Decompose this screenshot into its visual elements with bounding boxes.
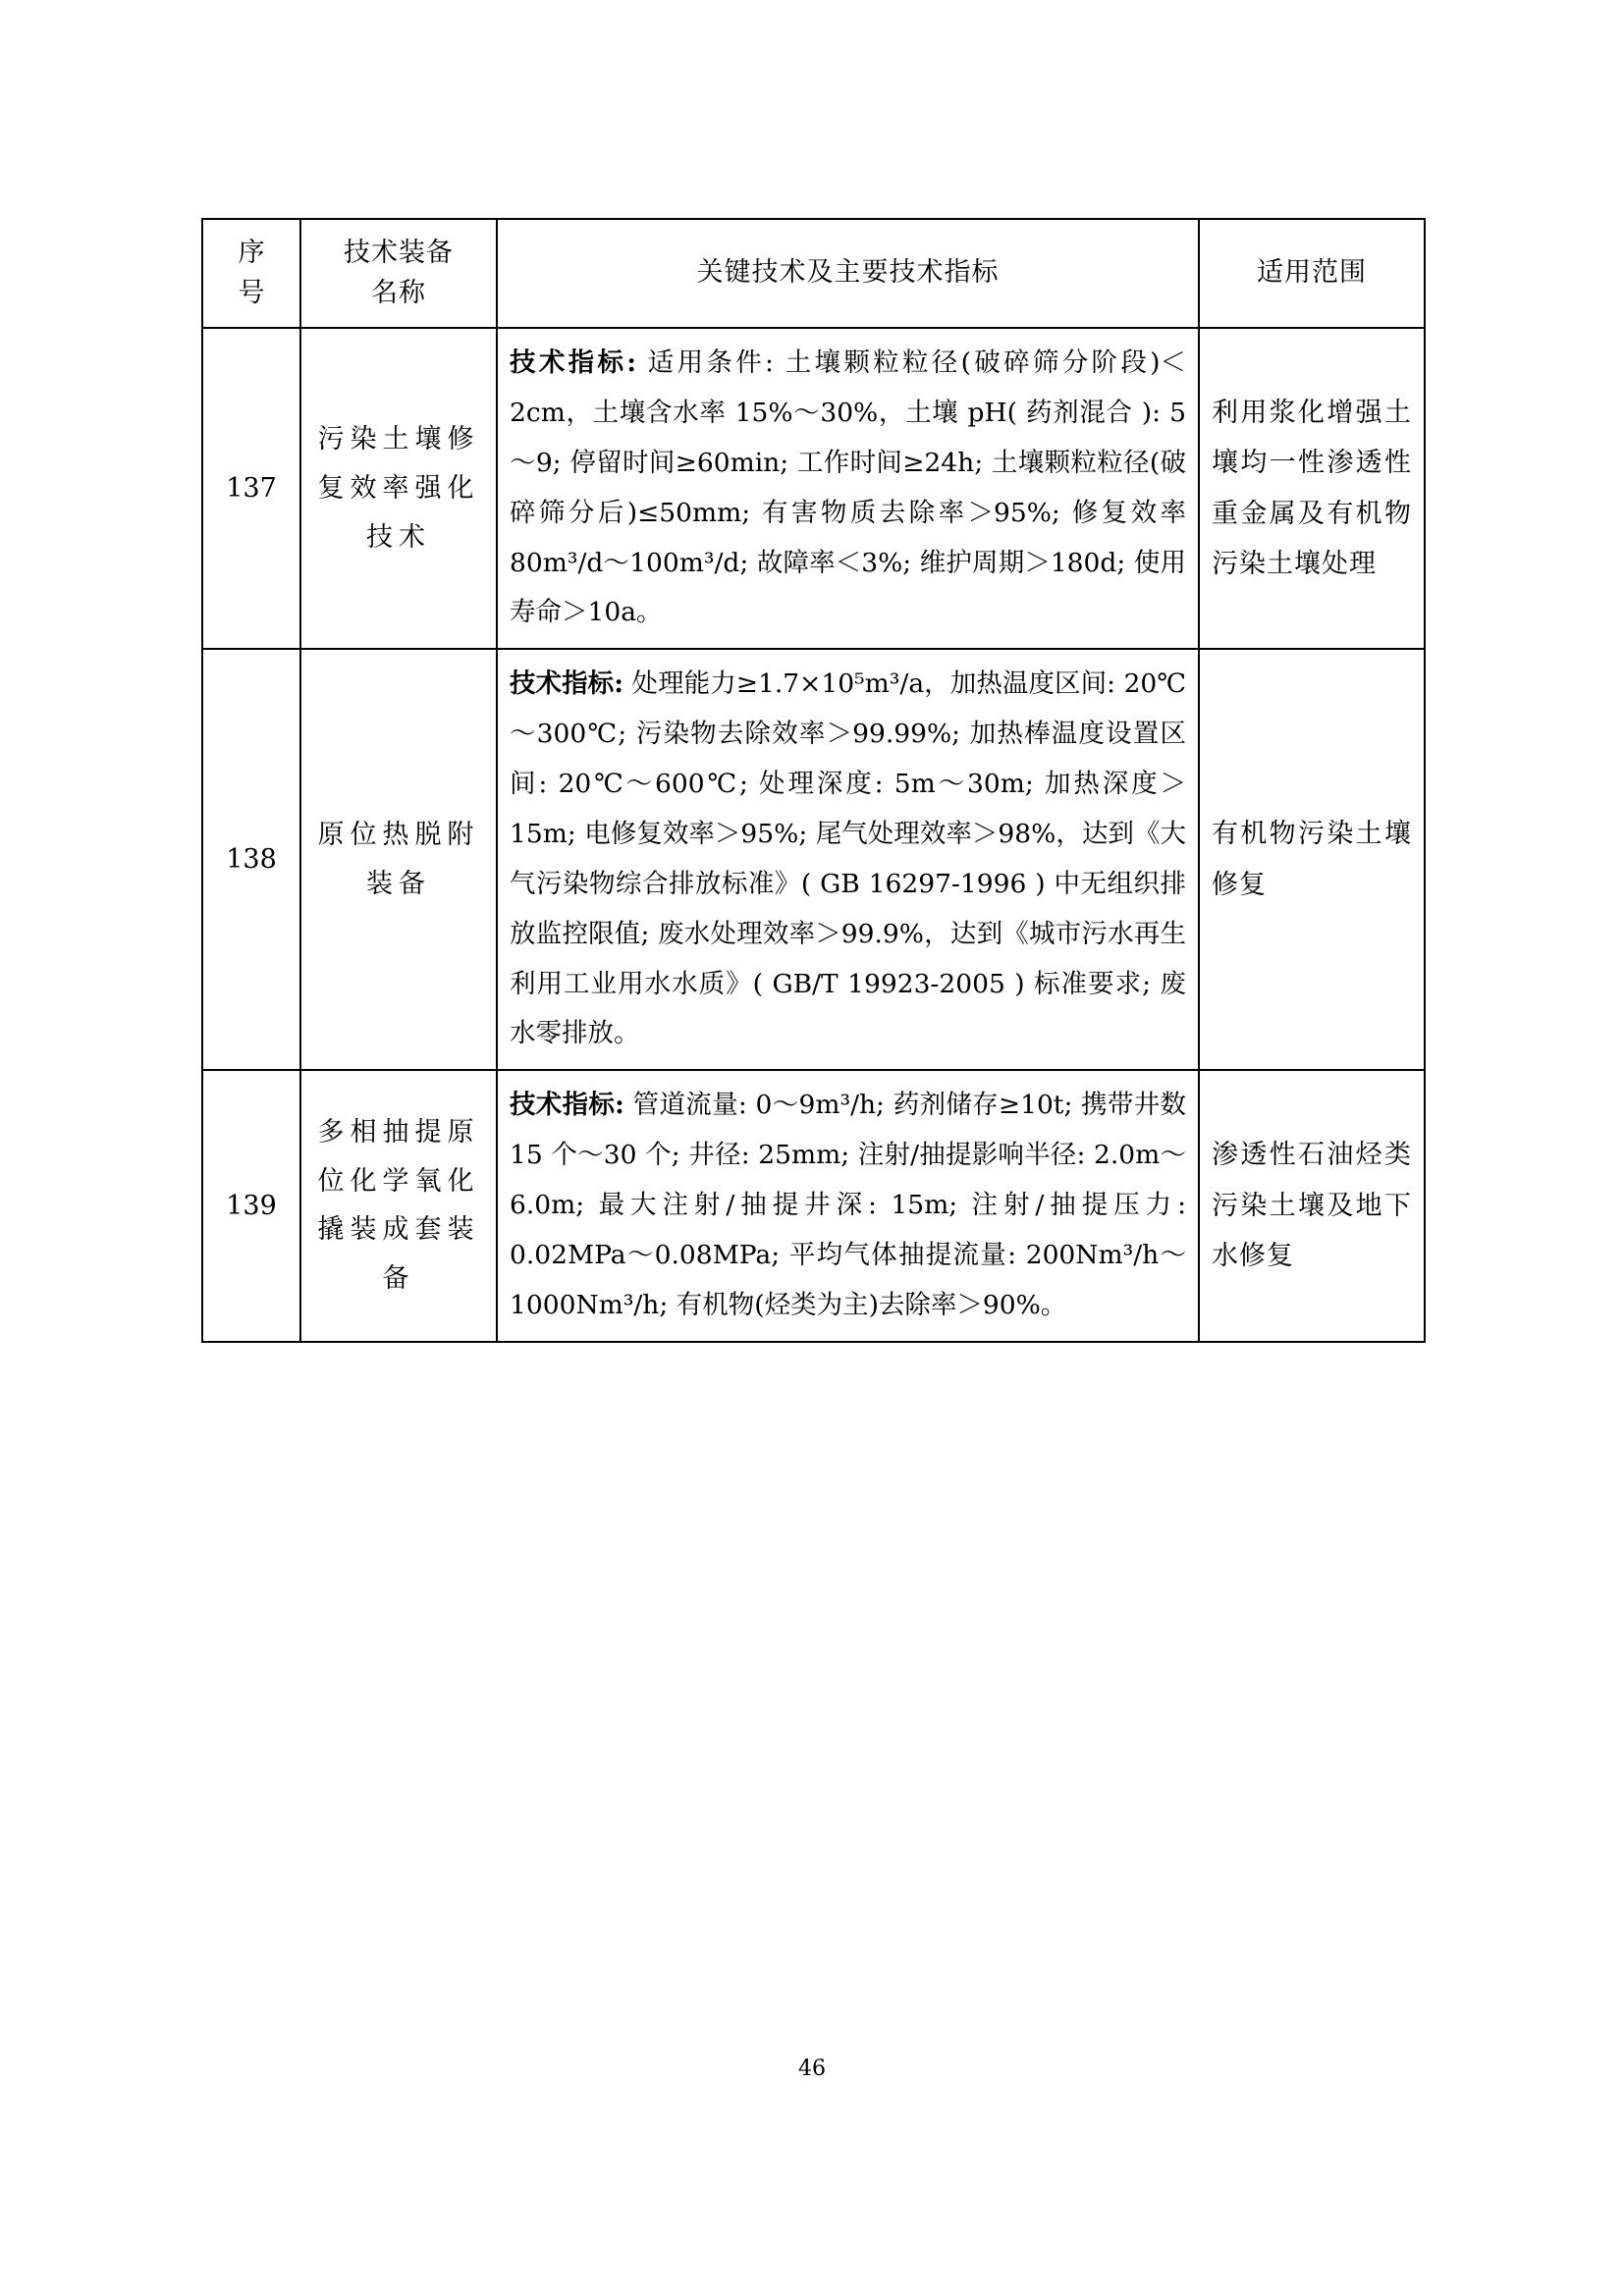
cell-equipment-name: 原位热脱附装备 [300,649,497,1070]
cell-key-technology [497,328,1199,649]
header-serial-number-line1: 序 [238,238,265,268]
tech-text: 处理能力≥1.7×10⁵m³/a，加热温度区间: 20℃～300℃; 污染物去除效率＞99.99%; 加热棒温度设置区间: 20℃～600℃; 处理深度: 5m～30m; 加热深度＞15m; 电修复效率＞95%; 尾气处理效率＞98%，达到《大气污染物综合排放标准》( GB 16297-1996 ) 中无组织排放监控限值; 废水处理效率＞99.9%，达到《城市污水再生利用工业用水水质》( GB/T 19923-2005 ) 标准要求; 废水零排放。 [510,668,1186,1049]
cell-serial-number: 139 [202,1070,300,1341]
table-row [202,328,1425,649]
header-equipment-name-line1: 技术装备 [344,238,454,268]
cell-key-technology [497,1070,1199,1341]
tech-label: 技术指标: [510,668,624,700]
header-equipment-name-line2: 名称 [371,277,426,308]
cell-application-scope: 渗透性石油烃类污染土壤及地下水修复 [1199,1070,1425,1341]
header-equipment-name [300,219,497,328]
cell-serial-number: 137 [202,328,300,649]
cell-key-technology [497,649,1199,1070]
cell-equipment-name: 多相抽提原位化学氧化撬装成套装备 [300,1070,497,1341]
header-key-technology: 关键技术及主要技术指标 [497,219,1199,328]
header-application-scope: 适用范围 [1199,219,1425,328]
cell-serial-number: 138 [202,649,300,1070]
tech-label: 技术指标: [510,347,637,378]
page-number: 46 [798,2056,826,2081]
table-header-row [202,219,1425,328]
header-serial-number-line2: 号 [238,277,265,308]
cell-application-scope: 有机物污染土壤修复 [1199,649,1425,1070]
table-row [202,1070,1425,1341]
cell-application-scope: 利用浆化增强土壤均一性渗透性重金属及有机物污染土壤处理 [1199,328,1425,649]
table-row [202,649,1425,1070]
tech-text: 管道流量: 0～9m³/h; 药剂储存≥10t; 携带井数 15 个～30 个; 井径: 25mm; 注射/抽提影响半径: 2.0m～6.0m; 最大注射/抽提井深: 15m; 注射/抽提压力: 0.02MPa～0.08MPa; 平均气体抽提流量: 200Nm³/h～1000Nm³/h; 有机物(烃类为主)去除率＞90%。 [510,1090,1186,1320]
tech-label: 技术指标: [510,1090,624,1121]
tech-text: 适用条件: 土壤颗粒粒径(破碎筛分阶段)＜2cm，土壤含水率 15%～30%，土壤 pH( 药剂混合 ): 5～9; 停留时间≥60min; 工作时间≥24h; 土壤颗粒粒径(破碎筛分后)≤50mm; 有害物质去除率＞95%; 修复效率 80m³/d～100m³/d; 故障率＜3%; 维护周期＞180d; 使用寿命＞10a。 [510,347,1186,628]
header-serial-number [202,219,300,328]
cell-equipment-name: 污染土壤修复效率强化技术 [300,328,497,649]
technology-equipment-table [201,218,1426,1343]
